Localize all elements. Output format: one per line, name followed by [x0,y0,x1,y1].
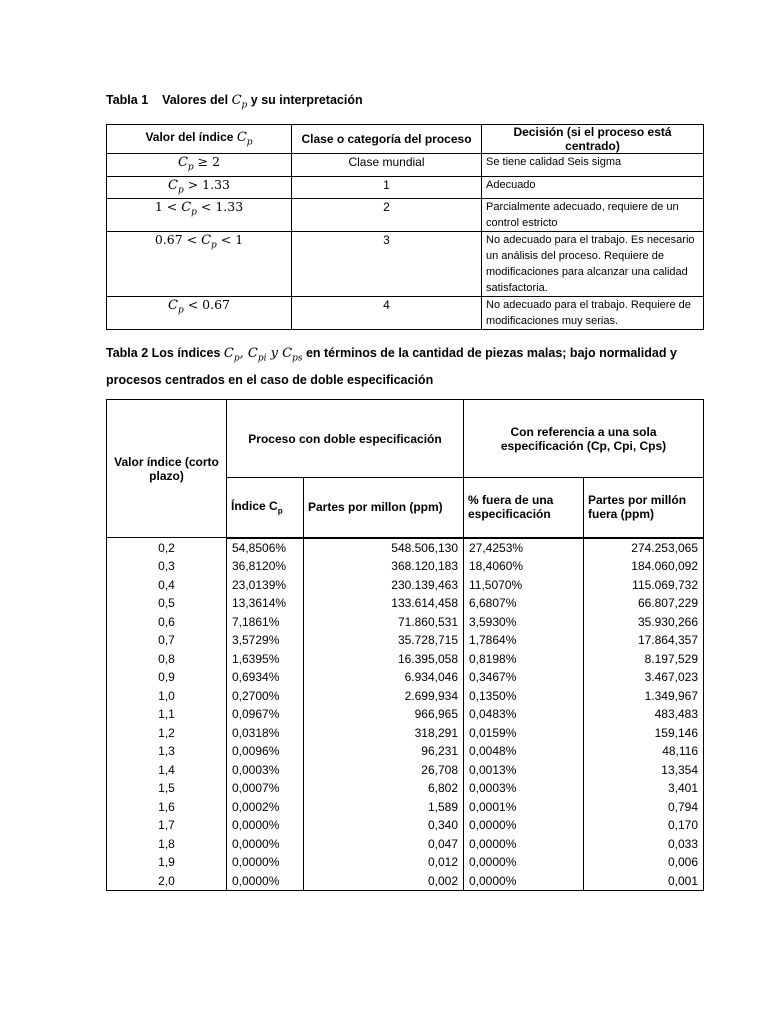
cp-percent-cell: 0,0000% [227,853,304,872]
table-row [107,176,704,199]
index-value-cell: 2,0 [107,872,227,891]
percent-out-cell: 0,3467% [464,668,584,687]
ppm-cell: 548.506,130 [304,538,464,558]
table-row [107,594,704,613]
ppm-out-cell: 0,794 [584,798,704,817]
table-row [107,232,704,297]
table2-label: Tabla 2 [106,346,149,360]
cp-symbol: $C_p$ [231,93,248,111]
table-row [107,297,704,330]
percent-out-cell: 0,0000% [464,835,584,854]
class-cell: 1 [292,176,482,199]
decision-cell: Se tiene calidad Seis sigma [482,154,704,177]
percent-out-cell: 3,5930% [464,613,584,632]
index-value-cell: 1,8 [107,835,227,854]
table1-label: Tabla 1 [106,93,149,107]
percent-out-cell: 6,6807% [464,594,584,613]
cp-symbol: $C_p$ [201,233,217,251]
table-header-row [107,400,704,478]
ppm-out-cell: 3.467,023 [584,668,704,687]
ppm-out-cell: 0,006 [584,853,704,872]
index-value-cell: 0,5 [107,594,227,613]
percent-out-cell: 27,4253% [464,538,584,558]
cp-symbol: $C_p$ [168,298,184,316]
header-class: Clase o categoría del proceso [292,125,482,154]
cp-percent-cell: 0,0003% [227,761,304,780]
index-value-cell: 0,3 [107,557,227,576]
ppm-cell: 71.860,531 [304,613,464,632]
ppm-cell: 6.934,046 [304,668,464,687]
ppm-out-cell: 13,354 [584,761,704,780]
table-row [107,668,704,687]
table-row [107,798,704,817]
class-cell: 2 [292,199,482,232]
decision-cell: Adecuado [482,176,704,199]
ppm-cell: 133.614,458 [304,594,464,613]
ppm-out-cell: 3,401 [584,779,704,798]
table-row [107,761,704,780]
ppm-cell: 16.395,058 [304,650,464,669]
ppm-cell: 966,965 [304,705,464,724]
percent-out-cell: 0,0159% [464,724,584,743]
condition-cell: $C_p > 1.33$ [107,176,292,199]
cp-percent-cell: 3,5729% [227,631,304,650]
index-value-cell: 1,0 [107,687,227,706]
header-index-value: Valor índice (corto plazo) [107,400,227,538]
header-double-spec: Proceso con doble especificación [227,400,464,478]
cp-percent-cell: 0,0007% [227,779,304,798]
table-row [107,613,704,632]
percent-out-cell: 0,0000% [464,816,584,835]
decision-cell: No adecuado para el trabajo. Es necesario un análisis del proceso. Requiere de modificaciones para alcanzar una calidad satisfactoria. [482,232,704,297]
index-value-cell: 1,1 [107,705,227,724]
index-value-cell: 1,2 [107,724,227,743]
cp-percent-cell: 0,2700% [227,687,304,706]
table-row [107,816,704,835]
ppm-out-cell: 0,001 [584,872,704,891]
table-row [107,705,704,724]
index-value-cell: 1,5 [107,779,227,798]
cp-percent-cell: 0,0967% [227,705,304,724]
ppm-cell: 230.139,463 [304,576,464,595]
header-decision: Decisión (si el proceso está centrado) [482,125,704,154]
index-value-cell: 1,6 [107,798,227,817]
cp-symbol: $C_p$ [177,155,194,173]
table-row [107,742,704,761]
ppm-cell: 26,708 [304,761,464,780]
table-row [107,538,704,558]
cp-percent-cell: 7,1861% [227,613,304,632]
ppm-cell: 0,047 [304,835,464,854]
table2-caption-line2: procesos centrados en el caso de doble especificación [106,372,434,387]
ppm-cell: 0,012 [304,853,464,872]
header-ppm: Partes por millon (ppm) [304,478,464,538]
header-ppm-out: Partes por millón fuera (ppm) [584,478,704,538]
table-row [107,650,704,669]
cp-percent-cell: 54,8506% [227,538,304,558]
index-value-cell: 1,7 [107,816,227,835]
percent-out-cell: 11,5070% [464,576,584,595]
table-row [107,557,704,576]
ppm-out-cell: 483,483 [584,705,704,724]
index-value-cell: 0,4 [107,576,227,595]
ppm-out-cell: 8.197,529 [584,650,704,669]
condition-cell: $C_p < 0.67$ [107,297,292,330]
ppm-out-cell: 35.930,266 [584,613,704,632]
cp-percent-cell: 0,0002% [227,798,304,817]
percent-out-cell: 0,8198% [464,650,584,669]
defects-table [106,399,704,891]
index-value-cell: 1,9 [107,853,227,872]
index-value-cell: 0,7 [107,631,227,650]
ppm-out-cell: 184.060,092 [584,557,704,576]
header-index-value: Valor del índice $C_p$ [107,125,292,154]
percent-out-cell: 0,0000% [464,853,584,872]
table-row [107,853,704,872]
percent-out-cell: 0,1350% [464,687,584,706]
percent-out-cell: 0,0483% [464,705,584,724]
ppm-cell: 0,002 [304,872,464,891]
condition-cell: $1 < C_p < 1.33$ [107,199,292,232]
table1-caption [106,90,363,117]
cp-percent-cell: 13,3614% [227,594,304,613]
ppm-cell: 96,231 [304,742,464,761]
condition-cell: $0.67 < C_p < 1$ [107,232,292,297]
index-value-cell: 1,3 [107,742,227,761]
cp-percent-cell: 23,0139% [227,576,304,595]
ppm-out-cell: 17.864,357 [584,631,704,650]
cp-interpretation-table [106,124,704,330]
cp-percent-cell: 36,8120% [227,557,304,576]
percent-out-cell: 18,4060% [464,557,584,576]
header-single-spec: Con referencia a una sola especificación (Cp, Cpi, Cps) [464,400,704,478]
index-value-cell: 1,4 [107,761,227,780]
ppm-out-cell: 115.069,732 [584,576,704,595]
cp-percent-cell: 0,0096% [227,742,304,761]
table-row [107,835,704,854]
cp-percent-cell: 0,0000% [227,835,304,854]
table2-caption [106,343,677,391]
ppm-cell: 1,589 [304,798,464,817]
ppm-out-cell: 274.253,065 [584,538,704,558]
class-cell: 3 [292,232,482,297]
percent-out-cell: 0,0013% [464,761,584,780]
table-row [107,779,704,798]
index-value-cell: 0,2 [107,538,227,558]
cp-percent-cell: 0,6934% [227,668,304,687]
cp-percent-cell: 0,0000% [227,872,304,891]
ppm-cell: 35.728,715 [304,631,464,650]
table-row [107,154,704,177]
table2-caption-pre: Los índices [151,346,221,360]
table-row [107,687,704,706]
cp-percent-cell: 1,6395% [227,650,304,669]
ppm-out-cell: 48,116 [584,742,704,761]
table1-caption-pre: Valores del [162,93,229,107]
class-cell: Clase mundial [292,154,482,177]
ppm-out-cell: 66.807,229 [584,594,704,613]
ppm-cell: 0,340 [304,816,464,835]
table-row [107,724,704,743]
table-header-row [107,125,704,154]
ppm-out-cell: 0,170 [584,816,704,835]
header-cp-percent: Índice $C_p$ [227,478,304,538]
ppm-out-cell: 1.349,967 [584,687,704,706]
ppm-cell: 368.120,183 [304,557,464,576]
percent-out-cell: 0,0003% [464,779,584,798]
cp-symbol: $C_p$, $C_{pi}$ y $C_{ps}$ [223,346,303,364]
header-percent-out: % fuera de una especificación [464,478,584,538]
decision-cell: No adecuado para el trabajo. Requiere de modificaciones muy serias. [482,297,704,330]
percent-out-cell: 0,0000% [464,872,584,891]
percent-out-cell: 0,0048% [464,742,584,761]
cp-percent-cell: 0,0000% [227,816,304,835]
condition-cell: $C_p \ge 2$ [107,154,292,177]
table2-caption-post: en términos de la cantidad de piezas malas; bajo normalidad y [305,346,677,360]
ppm-cell: 2.699,934 [304,687,464,706]
ppm-cell: 6,802 [304,779,464,798]
table1-caption-post: y su interpretación [250,93,363,107]
percent-out-cell: 1,7864% [464,631,584,650]
ppm-out-cell: 0,033 [584,835,704,854]
table-row [107,576,704,595]
cp-percent-cell: 0,0318% [227,724,304,743]
index-value-cell: 0,9 [107,668,227,687]
ppm-out-cell: 159,146 [584,724,704,743]
table-row [107,631,704,650]
class-cell: 4 [292,297,482,330]
index-value-cell: 0,6 [107,613,227,632]
decision-cell: Parcialmente adecuado, requiere de un control estricto [482,199,704,232]
cp-symbol: $C_p$ [181,200,197,218]
percent-out-cell: 0,0001% [464,798,584,817]
table-row [107,872,704,891]
cp-symbol: $C_p$ [168,177,184,196]
index-value-cell: 0,8 [107,650,227,669]
table-row [107,199,704,232]
ppm-cell: 318,291 [304,724,464,743]
